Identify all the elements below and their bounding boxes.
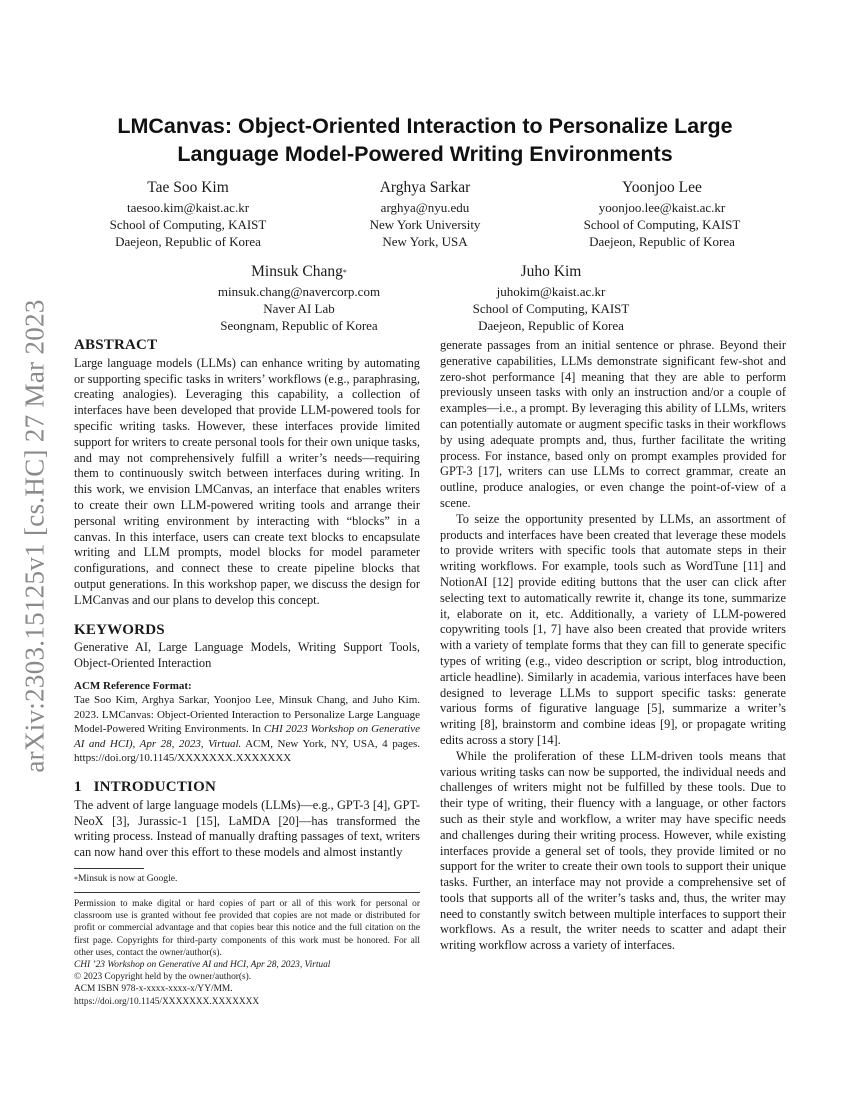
author-email: yoonjoo.lee@kaist.ac.kr — [598, 200, 726, 215]
author-location: Daejeon, Republic of Korea — [478, 318, 624, 333]
permission-text: Permission to make digital or hard copies of part or all of this work for personal or classroom use is granted without fee provided that copies are not made or distributed for profit or commercial advantage and that copies bear this notice and the full citation on the first page. Copyrights for third-party components of this work must be honored. For all other uses, contact the owner/author(s). — [74, 898, 420, 958]
isbn: ACM ISBN 978-x-xxxx-xxxx-x/YY/MM. — [74, 984, 233, 995]
author-location: New York, USA — [382, 234, 468, 249]
author-name: Arghya Sarkar — [379, 179, 471, 196]
abstract-text: Large language models (LLMs) can enhance writing by automating or supporting specific tasks in writers’ workflows (e.g., paraphrasing, creating analogies). Leveraging this capability, a collection of interfaces have been developed that provide LLM-powered tools for specific writing tasks. However, these interfaces provide limited support for writers to create personal tools for their own unique tasks, and may not comprehensively fulfill a writer’s needs—requiring them to continuously switch between interfaces during writing. In this work, we envision LMCanvas, an interface that enables writers to create their own LLM-powered writing tools and arrange their personal writing environment by interacting with “blocks” in a canvas. In this interface, users can create text blocks to encapsulate writing and LLM prompts, model blocks for model parameter configurations, and connect these to create pipeline blocks that output generations. In this workshop paper, we discuss the design for LMCanvas and our plans to develop this concept. — [74, 355, 420, 607]
author-location: Daejeon, Republic of Korea — [589, 234, 735, 249]
arxiv-stamp — [20, 288, 50, 783]
section-number: 1 — [74, 778, 82, 795]
intro-paragraph-2: To seize the opportunity presented by LLMs, an assortment of products and interfaces have been created that leverage these models to provide writers with specific tools that automate steps in their writing workflows. For example, tools such as WordTune [11] and NotionAI [12] provide editing buttons that the user can click after selecting text to automatically rewrite it, change its tone, summarize it, elaborate on it, etc. Additionally, a variety of LLM-powered copywriting tools [1, 7] have also been created that provide writers with a variety of template forms that they can fill to generate specific types of writing (e.g., video description or script, blog introduction, article headline). Similarly in academia, various interfaces have been designed to leverage LLMs to support specific tasks: generate various forms of figurative language [5], summarize a writer’s writing [8], brainstorm and combine ideas [9], or propagate writing edits across a story [14]. — [440, 511, 786, 747]
author-name-wrap — [204, 262, 394, 282]
acm-reference-text — [74, 693, 420, 766]
footnote-text: Minsuk is now at Google. — [78, 872, 178, 884]
author-block — [70, 178, 306, 250]
intro-paragraph-1-continued: generate passages from an initial sentence or phrase. Beyond their generative capabilities, LLMs demonstrate significant few-shot and zero-shot performance [4] meaning that they are able to perform previously unseen tasks with only an instruction and/or a couple of examples—i.e., a prompt. By leveraging this ability of LLMs, writers can potentially automate or augment specific tasks in their workflows by using adequate prompts and, thus, further facilitate the writing process. For instance, based only on prompt examples provided for GPT-3 [17], writers can use LLMs to correct grammar, create an outline, produce analogies, or even change the point-of-view of a scene. — [440, 338, 786, 510]
footnote — [74, 873, 420, 885]
author-affiliation: School of Computing, KAIST — [472, 301, 630, 316]
acm-reference-venue: CHI 2023 Workshop on Generative AI and HCI), Apr 28, 2023, Virtual. — [74, 723, 420, 750]
section-title: INTRODUCTION — [93, 778, 216, 795]
author-email: taesoo.kim@kaist.ac.kr — [126, 200, 250, 215]
intro-paragraph-1-start: The advent of large language models (LLMs)—e.g., GPT-3 [4], GPT-NeoX [3], Jurassic-1 [15], LaMDA [20]—has transformed the writing process. Instead of manually drafting passages of text, writers can now hand over this effort to these models and almost instantly — [74, 797, 420, 860]
keywords-text: Generative AI, Large Language Models, Writing Support Tools, Object-Oriented Interaction — [74, 640, 420, 671]
intro-paragraph-3: While the proliferation of these LLM-driven tools means that various writing tasks can now be supported, the individual needs and challenges of writers might not be fulfilled by these tools. Due to their type of writing, their fluency with a language, or other factors such as their style and workflow, a writer may have specific needs and challenges during their writing process. However, while existing interfaces provide a general set of tools, they provide limited or no support for the writer to create their own tools to support their unique tasks. Further, an interface may not provide a comprehensive set of tools that supports all of the writer’s tasks and, thus, the writer may need to constantly switch between multiple interfaces to support their workflows. As a result, the writer needs to scatter and adapt their writing workflow across a variety of interfaces. — [440, 748, 786, 953]
author-block — [544, 178, 780, 250]
author-affiliation: New York University — [369, 217, 481, 232]
author-block — [204, 262, 394, 334]
footnote-mark: * — [74, 874, 78, 884]
acm-reference-heading: ACM Reference Format: — [74, 679, 192, 692]
author-email: juhokim@kaist.ac.kr — [496, 284, 606, 299]
paper-title — [70, 112, 780, 168]
copyright-notice: © 2023 Copyright held by the owner/author(s). — [74, 972, 252, 983]
footnote-divider — [74, 868, 144, 869]
author-block — [456, 262, 646, 334]
author-name: Tae Soo Kim — [147, 179, 229, 196]
author-email: minsuk.chang@navercorp.com — [217, 284, 381, 299]
arxiv-identifier: arXiv:2303.15125v1 [cs.HC] 27 Mar 2023 — [19, 298, 50, 773]
author-email: arghya@nyu.edu — [380, 200, 470, 215]
author-row-1 — [70, 178, 780, 250]
author-row-2 — [70, 262, 780, 334]
author-affiliation: Naver AI Lab — [263, 301, 335, 316]
author-name: Yoonjoo Lee — [622, 179, 702, 196]
author-location: Seongnam, Republic of Korea — [220, 318, 378, 333]
author-affiliation: School of Computing, KAIST — [583, 217, 741, 232]
author-location: Daejeon, Republic of Korea — [115, 234, 261, 249]
keywords-heading: KEYWORDS — [74, 621, 165, 638]
author-affiliation: School of Computing, KAIST — [109, 217, 267, 232]
author-name: Minsuk Chang — [251, 263, 343, 280]
title-line-2: Language Model-Powered Writing Environments — [177, 142, 673, 166]
permission-divider — [74, 892, 420, 893]
acm-reference-publisher: ACM, New York, NY, USA, 4 pages. https://doi.org/10.1145/XXXXXXX.XXXXXXX — [74, 737, 420, 765]
introduction-heading — [74, 780, 420, 796]
conference-venue: CHI ’23 Workshop on Generative AI and HCI, Apr 28, 2023, Virtual — [74, 959, 331, 970]
author-name: Juho Kim — [520, 263, 582, 280]
left-column — [74, 338, 420, 1008]
abstract-heading: ABSTRACT — [74, 337, 158, 353]
footnote-mark: * — [342, 268, 347, 277]
doi-link[interactable]: https://doi.org/10.1145/XXXXXXX.XXXXXXX — [74, 996, 260, 1007]
acm-reference-authors: Tae Soo Kim, Arghya Sarkar, Yoonjoo Lee, Minsuk Chang, and Juho Kim. 2023. LMCanvas: Object-Oriented Interaction to Personalize Large Language Model-Powered Writing Environments. In — [74, 693, 420, 736]
right-column — [440, 338, 786, 954]
author-block — [307, 178, 543, 250]
title-line-1: LMCanvas: Object-Oriented Interaction to Personalize Large — [117, 114, 733, 138]
